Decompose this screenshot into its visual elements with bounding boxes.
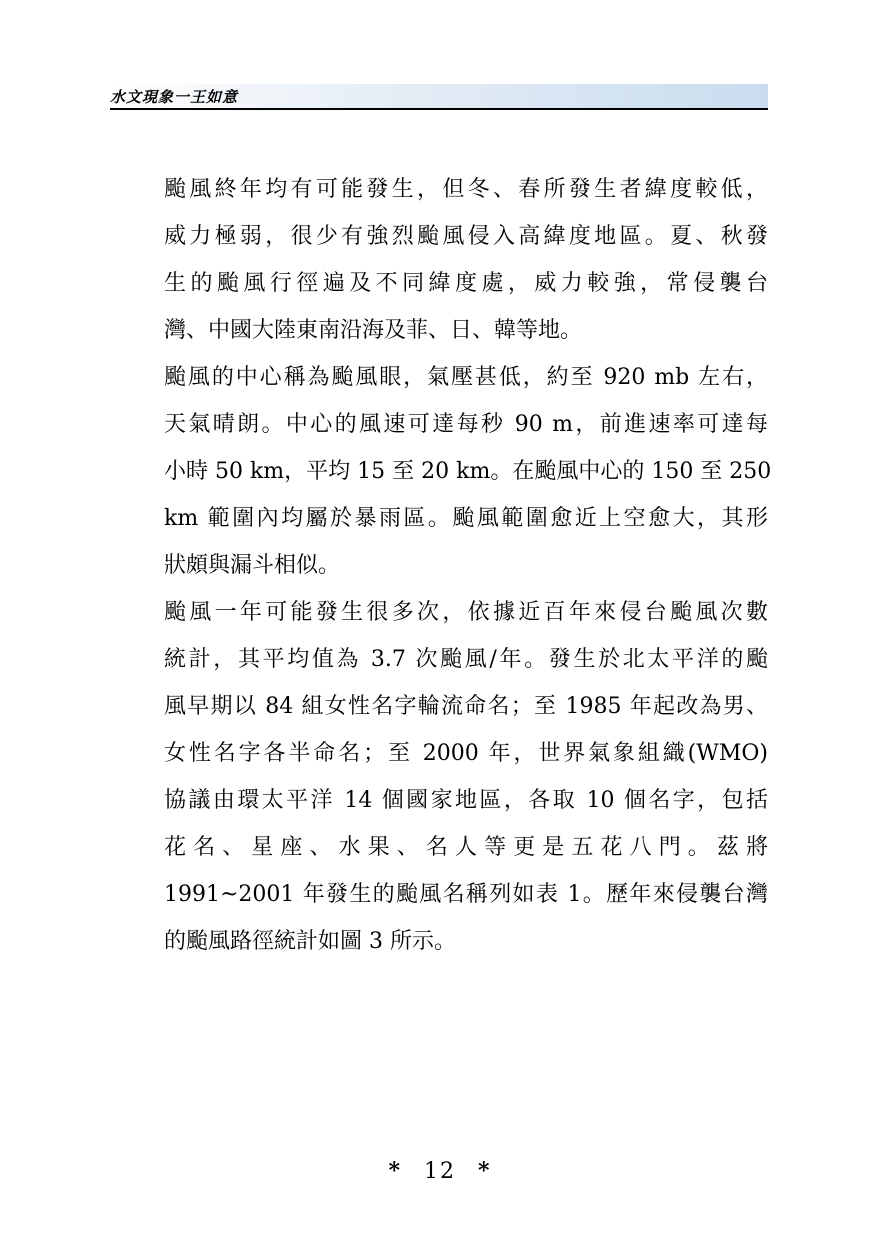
body-text	[164, 166, 772, 965]
text-line: 小時 50 km，平均 15 至 20 km。在颱風中心的 150 至 250	[164, 459, 772, 484]
paragraph	[164, 166, 768, 354]
paragraph	[164, 589, 768, 965]
running-header-title: 水文現象一王如意	[110, 88, 239, 106]
text-line: 颱風一年可能發生很多次，依據近百年來侵台颱風次數	[164, 600, 768, 625]
paragraph	[164, 354, 772, 589]
text-line: 1991~2001 年發生的颱風名稱列如表 1。歷年來侵襲台灣	[164, 882, 768, 907]
text-line: 狀頗與漏斗相似。	[164, 553, 341, 578]
text-line: 花名、星座、水果、名人等更是五花八門。茲將	[164, 835, 768, 860]
text-line: 颱風的中心稱為颱風眼，氣壓甚低，約至 920 mb 左右，	[164, 365, 768, 390]
footer-star-right: *	[478, 1158, 492, 1184]
text-line: 女性名字各半命名；至 2000 年，世界氣象組織(WMO)	[164, 741, 768, 766]
header-rule	[110, 108, 768, 110]
text-line: 的颱風路徑統計如圖 3 所示。	[164, 929, 456, 954]
text-line: 風早期以 84 組女性名字輪流命名；至 1985 年起改為男、	[164, 694, 768, 719]
text-line: km 範圍內均屬於暴雨區。颱風範圍愈近上空愈大，其形	[164, 506, 768, 531]
text-line: 協議由環太平洋 14 個國家地區，各取 10 個名字，包括	[164, 788, 768, 813]
footer-star-left: *	[388, 1158, 402, 1184]
text-line: 威力極弱，很少有強烈颱風侵入高緯度地區。夏、秋發	[164, 224, 768, 249]
page-footer	[0, 1158, 880, 1184]
text-line: 生的颱風行徑遍及不同緯度處，威力較強，常侵襲台	[164, 271, 768, 296]
text-line: 統計，其平均值為 3.7 次颱風/年。發生於北太平洋的颱	[164, 647, 768, 672]
text-line: 灣、中國大陸東南沿海及菲、日、韓等地。	[164, 318, 583, 343]
page-number: 12	[424, 1159, 456, 1184]
text-line: 天氣晴朗。中心的風速可達每秒 90 m，前進速率可達每	[164, 412, 768, 437]
text-line: 颱風終年均有可能發生，但冬、春所發生者緯度較低，	[164, 177, 768, 202]
